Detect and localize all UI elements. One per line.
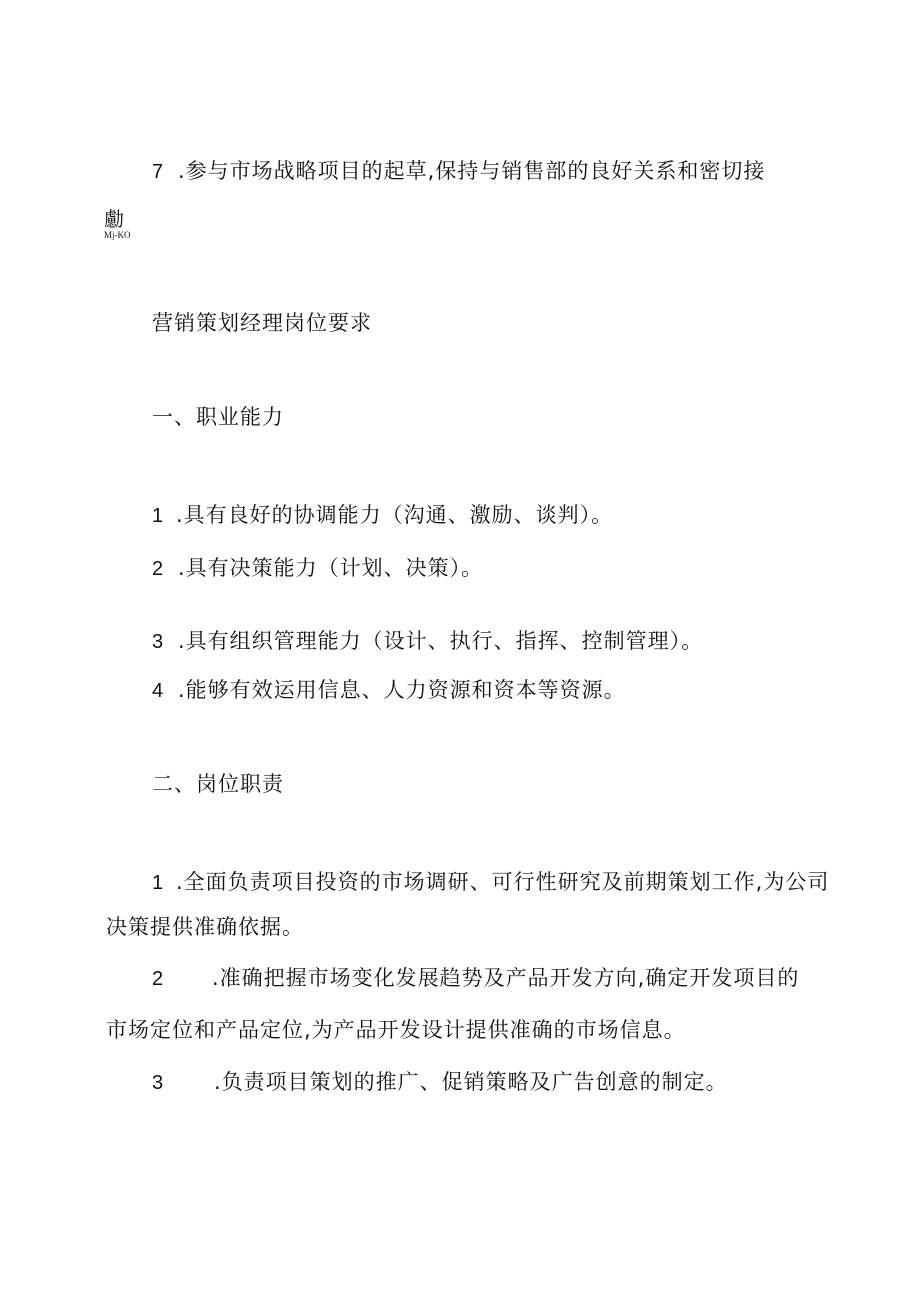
item-number: 1	[152, 872, 165, 894]
list-item	[152, 502, 613, 529]
item-text: .具有良好的协调能力（沟通、激励、谈判）。	[176, 503, 614, 527]
list-item-continuation: 决策提供准确依据。	[106, 915, 304, 939]
stray-glyph: 勴	[104, 207, 124, 231]
list-item-continuation: 市场定位和产品定位,为产品开发设计提供准确的市场信息。	[106, 1018, 686, 1042]
list-item	[152, 869, 829, 896]
stray-code: Mj-KO	[104, 230, 131, 240]
item-number: 1	[152, 505, 165, 527]
item-text: .具有组织管理能力（设计、执行、指挥、控制管理）。	[178, 629, 704, 653]
item-number: 3	[152, 631, 165, 653]
item-number: 7	[152, 161, 165, 183]
item-number: 3	[152, 1072, 165, 1094]
item-text: .准确把握市场变化发展趋势及产品开发方向,确定开发项目的	[212, 966, 800, 990]
list-item	[152, 1069, 728, 1096]
item-text: .参与市场战略项目的起草,保持与销售部的良好关系和密切接	[178, 159, 766, 183]
item-text: .全面负责项目投资的市场调研、可行性研究及前期策划工作,为公司	[176, 870, 830, 894]
list-item	[152, 677, 626, 704]
list-item-7	[152, 158, 765, 185]
page-title: 营销策划经理岗位要求	[152, 311, 372, 335]
item-text: .负责项目策划的推广、促销策略及广告创意的制定。	[214, 1070, 728, 1094]
list-item	[152, 628, 703, 655]
item-text: .具有决策能力（计划、决策）。	[178, 556, 484, 580]
item-number: 4	[152, 680, 165, 702]
section-heading-1: 一、职业能力	[152, 405, 284, 429]
item-number: 2	[152, 558, 165, 580]
section-heading-2: 二、岗位职责	[152, 772, 284, 796]
item-text: .能够有效运用信息、人力资源和资本等资源。	[178, 678, 626, 702]
list-item	[152, 965, 799, 992]
list-item	[152, 555, 483, 582]
item-number: 2	[152, 968, 165, 990]
